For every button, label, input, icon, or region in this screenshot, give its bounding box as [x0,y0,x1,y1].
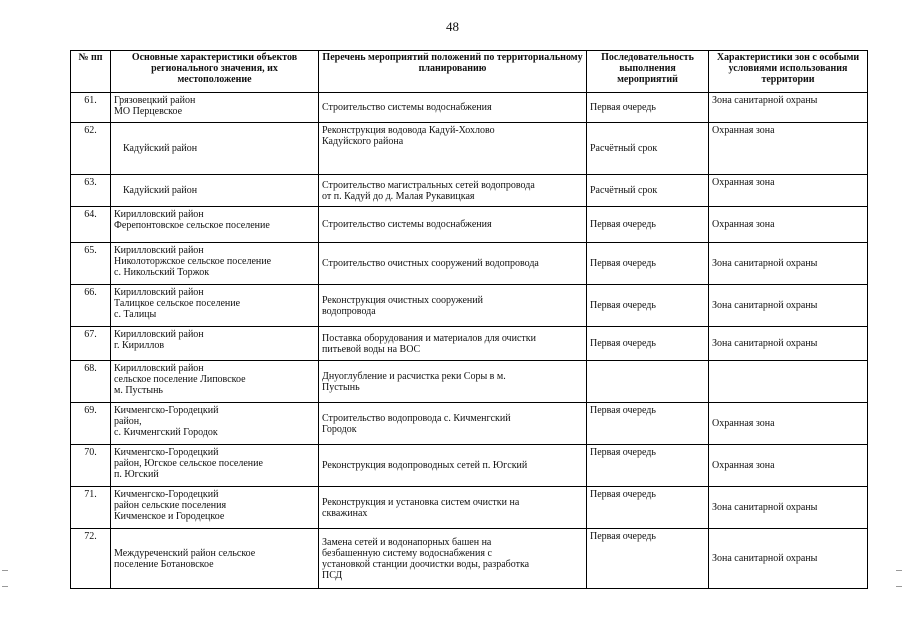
table-row [71,487,868,529]
location-line: МО Перцевское [114,106,183,117]
planning-measure [319,361,587,403]
planning-measure [319,207,587,243]
row-number: 70. [71,445,111,487]
location-line: Кирилловский район [114,287,204,298]
location-line: п. Югский [114,469,159,480]
special-zone: Зона санитарной охраны [709,327,868,361]
planning-measure [319,123,587,175]
location-line: с. Талицы [114,309,157,320]
special-zone: Охранная зона [709,445,868,487]
planning-measure [319,529,587,589]
header-sequence: Последовательность выполнения мероприятий [587,51,709,93]
measure-line: Пустынь [322,381,360,393]
object-location [111,529,319,589]
measure-line: Строительство очистных сооружений водопровода [322,258,539,269]
measure-line: Строительство системы водоснабжения [322,102,492,113]
measure-line: Днуоглубление и расчистка реки Соры в м. [322,370,506,382]
measure-line: Замена сетей и водонапорных башен на [322,536,492,548]
table-row [71,93,868,123]
table-body [71,93,868,589]
table-row [71,285,868,327]
right-margin-mark [896,586,902,587]
measure-line: Реконструкция водопроводных сетей п. Югский [322,460,528,471]
page-number: 48 [446,19,459,34]
measure-line: ПСД [322,569,343,581]
special-zone: Охранная зона [709,403,868,445]
execution-sequence: Первая очередь [587,529,709,589]
measure-line: Строительство магистральных сетей водопровода [322,179,535,191]
row-number: 71. [71,487,111,529]
measure-line: скважинах [322,507,368,519]
measure-line: Реконструкция водовода Кадуй-Хохлово [322,125,495,136]
location-line: Кичменгско-Городецкий [114,405,219,416]
location-line: район сельские поселения [114,500,227,511]
header-number: № пп [71,51,111,93]
execution-sequence: Первая очередь [587,403,709,445]
object-location [111,175,319,207]
location-line: м. Пустынь [114,385,163,396]
location-line: Талицкое сельское поселение [114,298,241,309]
execution-sequence: Первая очередь [587,445,709,487]
execution-sequence [587,361,709,403]
table-row [71,361,868,403]
execution-sequence: Первая очередь [587,285,709,327]
execution-sequence: Расчётный срок [587,123,709,175]
object-location [111,327,319,361]
location-line: Ферепонтовское сельское поселение [114,220,270,231]
location-line: Кирилловский район [114,329,204,340]
table-row [71,175,868,207]
planning-measure [319,327,587,361]
object-location [111,403,319,445]
measure-line: Кадуйского района [322,136,404,147]
planning-measure [319,445,587,487]
row-number: 65. [71,243,111,285]
execution-sequence: Первая очередь [587,243,709,285]
object-location [111,445,319,487]
special-zone [709,361,868,403]
object-location [111,93,319,123]
location-line: Кирилловский район [114,209,204,220]
location-line: Кирилловский район [114,245,204,256]
location-line: Кичменское и Городецкое [114,511,225,522]
location-line: район, Югское сельское поселение [114,458,263,469]
row-number: 62. [71,123,111,175]
special-zone: Охранная зона [709,207,868,243]
measure-line: от п. Кадуй до д. Малая Рукавицкая [322,190,475,202]
right-margin-mark [896,570,902,571]
location-line: Кичменгско-Городецкий [114,489,219,500]
table-row [71,327,868,361]
measure-line: безбашенную систему водоснабжения с [322,547,492,559]
row-number: 64. [71,207,111,243]
execution-sequence: Первая очередь [587,327,709,361]
measure-line: Реконструкция и установка систем очистки на [322,496,520,508]
measure-line: Строительство водопровода с. Кичменгский [322,412,511,424]
header-measures: Перечень мероприятий положений по территориальному планированию [319,51,587,93]
special-zone: Зона санитарной охраны [709,487,868,529]
regional-objects-table [70,50,868,589]
row-number: 72. [71,529,111,589]
measure-line: Строительство системы водоснабжения [322,219,492,230]
location-line: Кирилловский район [114,363,204,374]
row-number: 63. [71,175,111,207]
special-zone: Охранная зона [709,123,868,175]
left-margin-mark [2,570,8,571]
measure-line: водопровода [322,305,376,317]
table-row [71,445,868,487]
planning-measure [319,487,587,529]
location-line: Николоторжское сельское поселение [114,256,272,267]
planning-measure [319,285,587,327]
location-line: Междуреченский район сельское [114,547,256,559]
planning-measure [319,175,587,207]
table-row [71,207,868,243]
object-location [111,243,319,285]
planning-measure [319,93,587,123]
execution-sequence: Расчётный срок [587,175,709,207]
table-header-row [71,51,868,93]
object-location [111,285,319,327]
table-row [71,529,868,589]
table-row [71,243,868,285]
special-zone: Зона санитарной охраны [709,93,868,123]
special-zone: Зона санитарной охраны [709,243,868,285]
row-number: 68. [71,361,111,403]
location-line: Кичменгско-Городецкий [114,447,219,458]
table-row [71,123,868,175]
object-location [111,207,319,243]
measure-line: Поставка оборудования и материалов для очистки [322,332,536,344]
planning-measure [319,243,587,285]
location-line: с. Никольский Торжок [114,267,210,278]
location-line: Кадуйский район [123,185,198,196]
object-location [111,123,319,175]
row-number: 61. [71,93,111,123]
planning-measure [319,403,587,445]
header-objects: Основные характеристики объектов регионального значения, их местоположение [111,51,319,93]
location-line: сельское поселение Липовское [114,374,246,385]
special-zone: Зона санитарной охраны [709,529,868,589]
execution-sequence: Первая очередь [587,93,709,123]
location-line: поселение Ботановское [114,558,214,570]
measure-line: Городок [322,423,357,435]
measure-line: питьевой воды на ВОС [322,343,421,355]
location-line: район, [114,416,142,427]
special-zone: Зона санитарной охраны [709,285,868,327]
location-line: г. Кириллов [114,340,165,351]
header-zones: Характеристики зон с особыми условиями использования территории [709,51,868,93]
measure-line: установкой станции доочистки воды, разработка [322,558,530,570]
object-location [111,361,319,403]
row-number: 66. [71,285,111,327]
execution-sequence: Первая очередь [587,487,709,529]
location-line: с. Кичменгский Городок [114,427,218,438]
location-line: Кадуйский район [123,143,198,154]
row-number: 67. [71,327,111,361]
object-location [111,487,319,529]
special-zone: Охранная зона [709,175,868,207]
row-number: 69. [71,403,111,445]
execution-sequence: Первая очередь [587,207,709,243]
location-line: Грязовецкий район [114,95,196,106]
measure-line: Реконструкция очистных сооружений [322,294,483,306]
left-margin-mark [2,586,8,587]
table-row [71,403,868,445]
